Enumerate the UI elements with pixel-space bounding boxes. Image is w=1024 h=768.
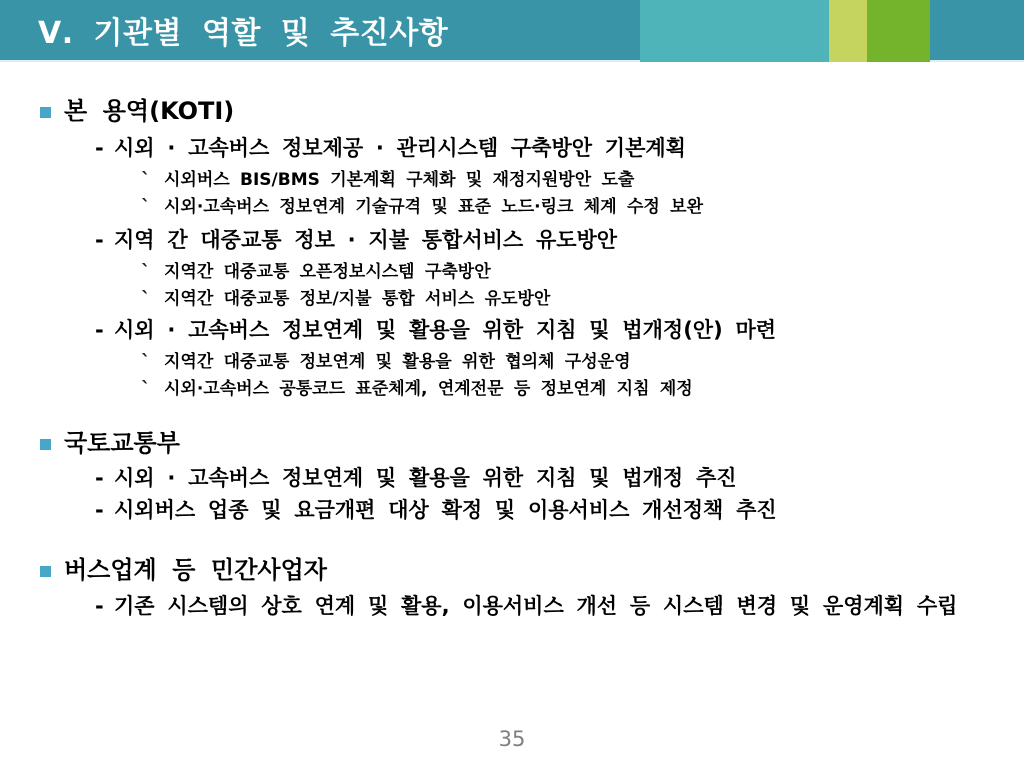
list-item-text: 시외 · 고속버스 정보연계 및 활용을 위한 지침 및 법개정 추진: [114, 466, 737, 490]
slide-title: Ⅴ. 기관별 역할 및 추진사항: [38, 16, 449, 51]
tick-bullet-icon: `: [141, 288, 151, 310]
accent-block-yellow-green: [829, 0, 867, 62]
list-item: [0, 226, 1024, 254]
list-subitem-text: 시외·고속버스 공통코드 표준체계, 연계전문 등 정보연계 지침 제정: [164, 379, 693, 399]
list-item: [0, 592, 1024, 620]
section-heading: [0, 428, 1024, 458]
tick-bullet-icon: `: [141, 169, 151, 191]
square-bullet-icon: [40, 439, 51, 450]
header-banner: [0, 0, 1024, 62]
list-item-text: 지역 간 대중교통 정보 · 지불 통합서비스 유도방안: [114, 228, 618, 252]
section-heading-label: 국토교통부: [64, 429, 180, 457]
list-subitem-text: 시외·고속버스 정보연계 기술규격 및 표준 노드·링크 체계 수정 보완: [164, 197, 704, 217]
list-subitem: [0, 168, 1024, 192]
list-item: [0, 134, 1024, 162]
list-subitem: [0, 350, 1024, 374]
tick-bullet-icon: `: [141, 196, 151, 218]
list-subitem-text: 지역간 대중교통 정보/지불 통합 서비스 유도방안: [164, 289, 551, 309]
section-heading: [0, 96, 1024, 126]
section-heading: [0, 555, 1024, 585]
square-bullet-icon: [40, 566, 51, 577]
list-subitem: [0, 287, 1024, 311]
dash-bullet-icon: -: [95, 594, 104, 618]
page-number: 35: [498, 727, 526, 751]
list-item: [0, 316, 1024, 344]
list-subitem-text: 지역간 대중교통 오픈정보시스템 구축방안: [164, 262, 491, 282]
tick-bullet-icon: `: [141, 378, 151, 400]
accent-block-light-teal: [640, 0, 829, 62]
list-item-text: 시외 · 고속버스 정보제공 · 관리시스템 구축방안 기본계획: [114, 136, 686, 160]
list-subitem-text: 시외버스 BIS/BMS 기본계획 구체화 및 재정지원방안 도출: [164, 170, 635, 190]
dash-bullet-icon: -: [95, 466, 104, 490]
list-item-text: 기존 시스템의 상호 연계 및 활용, 이용서비스 개선 등 시스템 변경 및 운영계획 수립: [114, 594, 958, 618]
list-subitem: [0, 377, 1024, 401]
list-subitem: [0, 195, 1024, 219]
accent-block-green: [867, 0, 930, 62]
list-subitem: [0, 260, 1024, 284]
slide-content: [0, 62, 1024, 620]
dash-bullet-icon: -: [95, 498, 104, 522]
list-item: [0, 496, 1024, 524]
dash-bullet-icon: -: [95, 318, 104, 342]
list-item-text: 시외버스 업종 및 요금개편 대상 확정 및 이용서비스 개선정책 추진: [114, 498, 777, 522]
square-bullet-icon: [40, 107, 51, 118]
dash-bullet-icon: -: [95, 136, 104, 160]
section-heading-label: 버스업계 등 민간사업자: [64, 556, 327, 584]
section-heading-label: 본 용역(KOTI): [64, 97, 235, 125]
tick-bullet-icon: `: [141, 261, 151, 283]
tick-bullet-icon: `: [141, 351, 151, 373]
list-subitem-text: 지역간 대중교통 정보연계 및 활용을 위한 협의체 구성운영: [164, 352, 631, 372]
dash-bullet-icon: -: [95, 228, 104, 252]
list-item-text: 시외 · 고속버스 정보연계 및 활용을 위한 지침 및 법개정(안) 마련: [114, 318, 777, 342]
list-item: [0, 464, 1024, 492]
